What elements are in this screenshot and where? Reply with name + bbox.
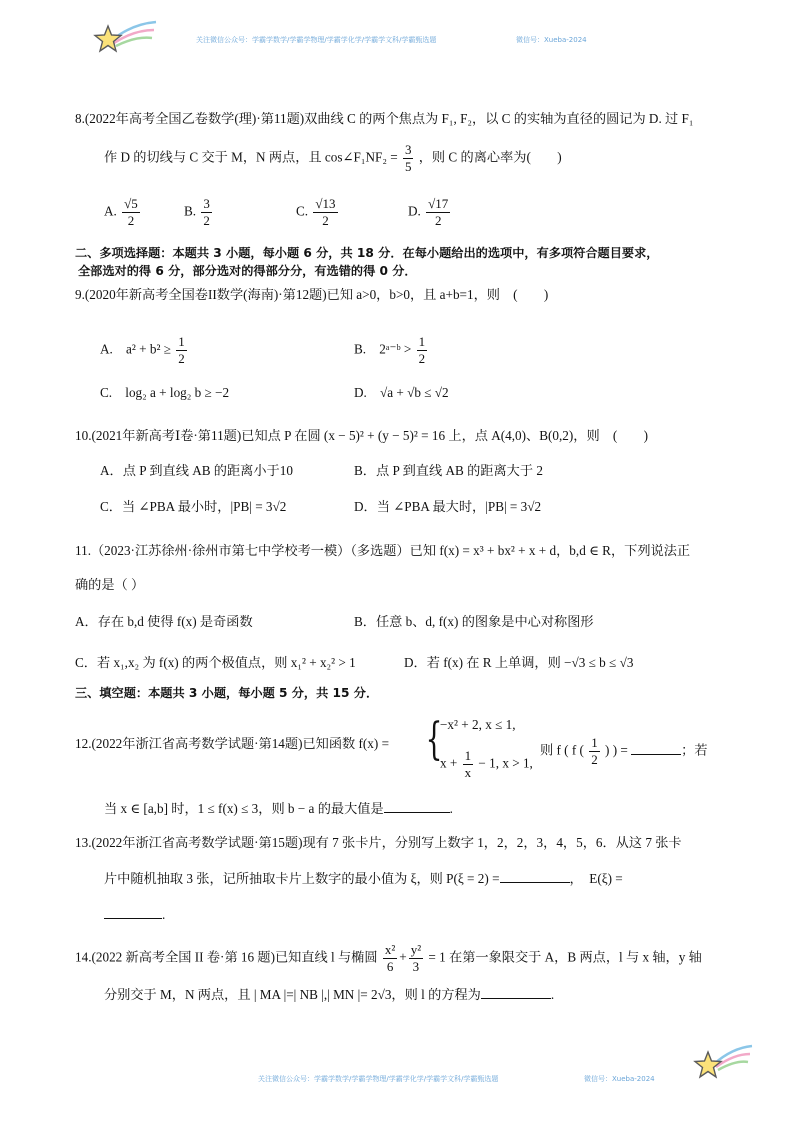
q12-line1-question: 则 f ( f ( $\frac{1}{2}$ ) ) = ；若	[540, 735, 708, 767]
q11-line1: 11.（2023·江苏徐州·徐州市第七中学校考一模）（多选题）已知 f(x) = x³ + bx² + x + d，b,d ∈ R，下列说法正	[75, 543, 691, 558]
q13-line1: 13.(2022年浙江省高考数学试题·第15题)现有 7 张卡片，分别写上数字 1，2，2，3，4，5，6．从这 7 张卡	[75, 835, 682, 850]
footer-wechat: 关注微信公众号：学霸学数学/学霸学物理/学霸学化学/学霸学文科/学霸甄选题	[258, 1075, 499, 1083]
header-id: 微信号：Xueba-2024	[516, 36, 587, 44]
q9-option-d: D. √a + √b ≤ √2	[354, 385, 449, 400]
q13-line2: 片中随机抽取 3 张，记所抽取卡片上数字的最小值为 ξ，则 P(ξ = 2) = ， E(ξ) =	[104, 871, 623, 886]
footer-id: 微信号：Xueba-2024	[584, 1075, 655, 1083]
star-logo-icon	[92, 18, 158, 58]
q11-option-c: C．若 x₁,x₂ 为 f(x) 的两个极值点，则 x₁² + x₂² > 1	[75, 655, 356, 670]
q8-line1: 8.(2022年高考全国乙卷数学(理)·第11题)双曲线 C 的两个焦点为 F₁, F₂，以 C 的实轴为直径的圆记为 D. 过 F₁	[75, 111, 694, 126]
q8-option-b: B. $\frac{3}{2}$	[184, 196, 210, 228]
q12-line2: 当 x ∈ [a,b] 时，1 ≤ f(x) ≤ 3，则 b − a 的最大值是 .	[104, 801, 453, 816]
section3-title: 三、填空题：本题共 3 小题，每小题 5 分，共 15 分．	[75, 686, 379, 700]
q9-option-c: C. log₂ a + log₂ b ≥ −2	[100, 385, 230, 400]
q11-option-a: A．存在 b,d 使得 f(x) 是奇函数	[75, 614, 253, 629]
q13-blank1[interactable]	[500, 870, 570, 883]
q10-option-d: D．当 ∠PBA 最大时，|PB| = 3√2	[354, 499, 542, 514]
q11-option-d: D．若 f(x) 在 R 上单调，则 −√3 ≤ b ≤ √3	[404, 655, 634, 670]
header-wechat: 关注微信公众号：学霸学数学/学霸学物理/学霸学化学/学霸学文科/学霸甄选题	[196, 36, 437, 44]
section2-line1: 二、多项选择题：本题共 3 小题，每小题 6 分，共 18 分．在每小题给出的选项中，有多项符合题目要求，	[75, 246, 659, 260]
star-logo-footer-icon	[688, 1040, 754, 1080]
q10-stem: 10.(2021年新高考Ⅰ卷·第11题)已知点 P 在圆 (x − 5)² + (y − 5)² = 16 上，点 A(4,0)、B(0,2)，则 ( )	[75, 428, 649, 443]
q11-option-b: B．任意 b、d, f(x) 的图象是中心对称图形	[354, 614, 594, 629]
q8-option-a: A. $\frac{√5}{2}$	[104, 196, 138, 228]
q8-option-d: D. $\frac{√17}{2}$	[408, 196, 449, 228]
q11-line2: 确的是（ ）	[75, 577, 145, 592]
q8-cos-fraction: $\frac{3}{5}$	[404, 142, 412, 174]
q14-blank[interactable]	[481, 986, 551, 999]
q13-line3: .	[104, 906, 165, 924]
q8-line2: 作 D 的切线与 C 交于 M，N 两点，且 cos∠F₁NF₂ = $\frac{3}{5}$ ，则 C 的离心率为( )	[104, 142, 562, 174]
q12-line1-prefix: 12.(2022年浙江省高考数学试题·第14题)已知函数 f(x) =	[75, 736, 390, 751]
q8-option-c: C. $\frac{√13}{2}$	[296, 196, 336, 228]
q9-option-b: B. 2ᵃ⁻ᵇ > $\frac{1}{2}$	[354, 334, 426, 366]
q9-stem: 9.(2020年新高考全国卷II数学(海南)·第12题)已知 a>0，b>0，且 a+b=1，则 ( )	[75, 287, 549, 302]
q10-option-c: C．当 ∠PBA 最小时，|PB| = 3√2	[100, 499, 287, 514]
q12-case2: x + $\frac{1}{x}$ − 1, x > 1,	[440, 748, 533, 780]
q9-option-a: A. a² + b² ≥ $\frac{1}{2}$	[100, 334, 185, 366]
q12-blank2[interactable]	[384, 800, 450, 813]
q13-blank2[interactable]	[104, 906, 162, 919]
q12-case1: −x² + 2, x ≤ 1,	[440, 717, 516, 732]
q14-line2: 分别交于 M，N 两点，且 | MA |=| NB |,| MN |= 2√3，则 l 的方程为 .	[104, 987, 555, 1002]
q12-piecewise-brace: {	[425, 714, 443, 765]
q12-blank1[interactable]	[631, 742, 681, 755]
q10-option-b: B．点 P 到直线 AB 的距离大于 2	[354, 463, 543, 478]
q10-option-a: A．点 P 到直线 AB 的距离小于10	[100, 463, 293, 478]
section2-line2: 全部选对的得 6 分，部分选对的得部分分，有选错的得 0 分．	[78, 264, 417, 278]
q14-line1: 14.(2022 新高考全国 II 卷·第 16 题)已知直线 l 与椭圆 $\frac{\text{x²}}{6}$ + $\frac{\text{y²}}{3}$ = 1 在第一象限交于 A，B 两点，l 与 x 轴，y 轴	[75, 942, 702, 974]
